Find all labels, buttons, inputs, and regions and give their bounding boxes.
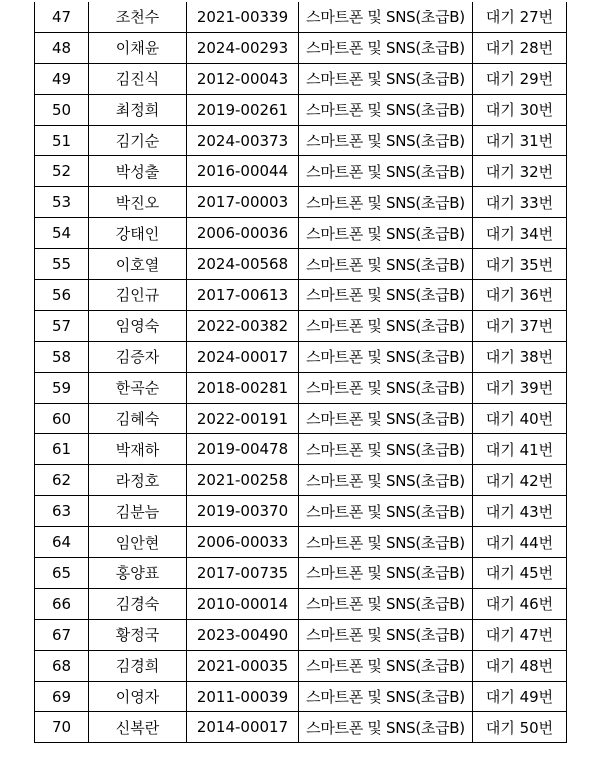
waitlist-position-cell: 대기 49번 — [473, 681, 567, 712]
waitlist-position-cell: 대기 40번 — [473, 403, 567, 434]
row-number-cell: 54 — [35, 218, 89, 249]
waitlist-position-cell: 대기 30번 — [473, 94, 567, 125]
member-id-cell: 2024-00373 — [187, 125, 299, 156]
course-name-cell: 스마트폰 및 SNS(초급B) — [299, 712, 473, 743]
waitlist-position-cell: 대기 41번 — [473, 434, 567, 465]
table-row — [35, 403, 567, 434]
waitlist-position-cell: 대기 35번 — [473, 249, 567, 280]
course-name-cell: 스마트폰 및 SNS(초급B) — [299, 125, 473, 156]
waitlist-table — [34, 2, 567, 743]
course-name-cell: 스마트폰 및 SNS(초급B) — [299, 94, 473, 125]
applicant-name-cell: 이채윤 — [89, 32, 187, 63]
table-row — [35, 280, 567, 311]
waitlist-position-cell: 대기 48번 — [473, 650, 567, 681]
waitlist-position-cell: 대기 46번 — [473, 588, 567, 619]
waitlist-position-cell: 대기 37번 — [473, 310, 567, 341]
member-id-cell: 2023-00490 — [187, 619, 299, 650]
row-number-cell: 61 — [35, 434, 89, 465]
waitlist-position-cell: 대기 38번 — [473, 341, 567, 372]
table-row — [35, 94, 567, 125]
course-name-cell: 스마트폰 및 SNS(초급B) — [299, 372, 473, 403]
course-name-cell: 스마트폰 및 SNS(초급B) — [299, 280, 473, 311]
course-name-cell: 스마트폰 및 SNS(초급B) — [299, 650, 473, 681]
course-name-cell: 스마트폰 및 SNS(초급B) — [299, 558, 473, 589]
applicant-name-cell: 박재하 — [89, 434, 187, 465]
table-row — [35, 712, 567, 743]
applicant-name-cell: 김혜숙 — [89, 403, 187, 434]
member-id-cell: 2017-00735 — [187, 558, 299, 589]
applicant-name-cell: 김경희 — [89, 650, 187, 681]
table-row — [35, 465, 567, 496]
waitlist-position-cell: 대기 32번 — [473, 156, 567, 187]
applicant-name-cell: 황정국 — [89, 619, 187, 650]
row-number-cell: 67 — [35, 619, 89, 650]
member-id-cell: 2012-00043 — [187, 63, 299, 94]
row-number-cell: 55 — [35, 249, 89, 280]
course-name-cell: 스마트폰 및 SNS(초급B) — [299, 2, 473, 32]
member-id-cell: 2021-00258 — [187, 465, 299, 496]
table-row — [35, 650, 567, 681]
table-row — [35, 372, 567, 403]
waitlist-table-body — [35, 2, 567, 743]
waitlist-position-cell: 대기 36번 — [473, 280, 567, 311]
course-name-cell: 스마트폰 및 SNS(초급B) — [299, 588, 473, 619]
row-number-cell: 51 — [35, 125, 89, 156]
course-name-cell: 스마트폰 및 SNS(초급B) — [299, 156, 473, 187]
row-number-cell: 59 — [35, 372, 89, 403]
waitlist-position-cell: 대기 47번 — [473, 619, 567, 650]
row-number-cell: 53 — [35, 187, 89, 218]
table-row — [35, 187, 567, 218]
applicant-name-cell: 김증자 — [89, 341, 187, 372]
table-row — [35, 681, 567, 712]
course-name-cell: 스마트폰 및 SNS(초급B) — [299, 465, 473, 496]
member-id-cell: 2016-00044 — [187, 156, 299, 187]
applicant-name-cell: 이호열 — [89, 249, 187, 280]
row-number-cell: 60 — [35, 403, 89, 434]
waitlist-position-cell: 대기 42번 — [473, 465, 567, 496]
member-id-cell: 2010-00014 — [187, 588, 299, 619]
member-id-cell: 2024-00568 — [187, 249, 299, 280]
course-name-cell: 스마트폰 및 SNS(초급B) — [299, 310, 473, 341]
waitlist-position-cell: 대기 27번 — [473, 2, 567, 32]
applicant-name-cell: 라정호 — [89, 465, 187, 496]
row-number-cell: 69 — [35, 681, 89, 712]
waitlist-position-cell: 대기 44번 — [473, 527, 567, 558]
table-row — [35, 2, 567, 32]
waitlist-position-cell: 대기 33번 — [473, 187, 567, 218]
member-id-cell: 2019-00370 — [187, 496, 299, 527]
member-id-cell: 2019-00261 — [187, 94, 299, 125]
member-id-cell: 2018-00281 — [187, 372, 299, 403]
applicant-name-cell: 임영숙 — [89, 310, 187, 341]
applicant-name-cell: 홍양표 — [89, 558, 187, 589]
row-number-cell: 52 — [35, 156, 89, 187]
applicant-name-cell: 이영자 — [89, 681, 187, 712]
row-number-cell: 64 — [35, 527, 89, 558]
member-id-cell: 2011-00039 — [187, 681, 299, 712]
waitlist-position-cell: 대기 34번 — [473, 218, 567, 249]
table-row — [35, 434, 567, 465]
member-id-cell: 2006-00033 — [187, 527, 299, 558]
course-name-cell: 스마트폰 및 SNS(초급B) — [299, 249, 473, 280]
row-number-cell: 48 — [35, 32, 89, 63]
applicant-name-cell: 최정희 — [89, 94, 187, 125]
row-number-cell: 66 — [35, 588, 89, 619]
applicant-name-cell: 조천수 — [89, 2, 187, 32]
applicant-name-cell: 김인규 — [89, 280, 187, 311]
applicant-name-cell: 신복란 — [89, 712, 187, 743]
row-number-cell: 65 — [35, 558, 89, 589]
course-name-cell: 스마트폰 및 SNS(초급B) — [299, 341, 473, 372]
waitlist-position-cell: 대기 50번 — [473, 712, 567, 743]
table-row — [35, 32, 567, 63]
applicant-name-cell: 한곡순 — [89, 372, 187, 403]
member-id-cell: 2014-00017 — [187, 712, 299, 743]
member-id-cell: 2017-00003 — [187, 187, 299, 218]
course-name-cell: 스마트폰 및 SNS(초급B) — [299, 218, 473, 249]
applicant-name-cell: 김진식 — [89, 63, 187, 94]
waitlist-position-cell: 대기 31번 — [473, 125, 567, 156]
table-row — [35, 341, 567, 372]
waitlist-position-cell: 대기 29번 — [473, 63, 567, 94]
waitlist-sheet — [34, 2, 566, 743]
applicant-name-cell: 김경숙 — [89, 588, 187, 619]
member-id-cell: 2019-00478 — [187, 434, 299, 465]
applicant-name-cell: 임안현 — [89, 527, 187, 558]
table-row — [35, 310, 567, 341]
applicant-name-cell: 김기순 — [89, 125, 187, 156]
table-row — [35, 156, 567, 187]
course-name-cell: 스마트폰 및 SNS(초급B) — [299, 187, 473, 218]
course-name-cell: 스마트폰 및 SNS(초급B) — [299, 434, 473, 465]
table-row — [35, 218, 567, 249]
waitlist-position-cell: 대기 39번 — [473, 372, 567, 403]
table-row — [35, 249, 567, 280]
applicant-name-cell: 박진오 — [89, 187, 187, 218]
course-name-cell: 스마트폰 및 SNS(초급B) — [299, 496, 473, 527]
member-id-cell: 2006-00036 — [187, 218, 299, 249]
course-name-cell: 스마트폰 및 SNS(초급B) — [299, 63, 473, 94]
waitlist-position-cell: 대기 28번 — [473, 32, 567, 63]
course-name-cell: 스마트폰 및 SNS(초급B) — [299, 619, 473, 650]
table-row — [35, 619, 567, 650]
member-id-cell: 2022-00382 — [187, 310, 299, 341]
applicant-name-cell: 김분늠 — [89, 496, 187, 527]
table-row — [35, 527, 567, 558]
row-number-cell: 49 — [35, 63, 89, 94]
applicant-name-cell: 강태인 — [89, 218, 187, 249]
row-number-cell: 62 — [35, 465, 89, 496]
course-name-cell: 스마트폰 및 SNS(초급B) — [299, 681, 473, 712]
row-number-cell: 50 — [35, 94, 89, 125]
member-id-cell: 2022-00191 — [187, 403, 299, 434]
applicant-name-cell: 박성출 — [89, 156, 187, 187]
course-name-cell: 스마트폰 및 SNS(초급B) — [299, 527, 473, 558]
table-row — [35, 558, 567, 589]
table-row — [35, 588, 567, 619]
row-number-cell: 70 — [35, 712, 89, 743]
course-name-cell: 스마트폰 및 SNS(초급B) — [299, 403, 473, 434]
course-name-cell: 스마트폰 및 SNS(초급B) — [299, 32, 473, 63]
row-number-cell: 68 — [35, 650, 89, 681]
member-id-cell: 2021-00339 — [187, 2, 299, 32]
row-number-cell: 47 — [35, 2, 89, 32]
waitlist-position-cell: 대기 43번 — [473, 496, 567, 527]
member-id-cell: 2021-00035 — [187, 650, 299, 681]
waitlist-position-cell: 대기 45번 — [473, 558, 567, 589]
row-number-cell: 56 — [35, 280, 89, 311]
member-id-cell: 2024-00293 — [187, 32, 299, 63]
row-number-cell: 58 — [35, 341, 89, 372]
table-row — [35, 496, 567, 527]
row-number-cell: 57 — [35, 310, 89, 341]
member-id-cell: 2024-00017 — [187, 341, 299, 372]
table-row — [35, 125, 567, 156]
table-row — [35, 63, 567, 94]
member-id-cell: 2017-00613 — [187, 280, 299, 311]
row-number-cell: 63 — [35, 496, 89, 527]
